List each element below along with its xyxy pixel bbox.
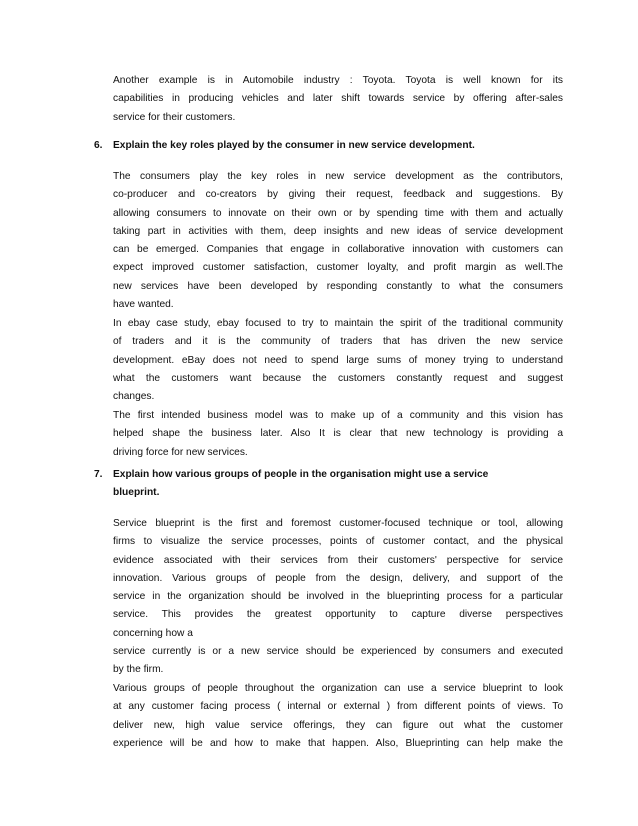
question-number: 7. (94, 469, 103, 480)
heading-line: blueprint. (113, 487, 160, 499)
text-line: can be emerged. Companies that engage in collaborative innovation with customers can (113, 244, 563, 256)
paragraph-toyota-example (113, 72, 563, 127)
text-line: Service blueprint is the first and foremost customer-focused technique or tool, allowing (113, 518, 563, 529)
text-line: Various groups of people throughout the organization can use a service blueprint to look (113, 683, 563, 694)
text-line: allowing consumers to innovate on their own or by spending time with them and actually (113, 207, 563, 219)
paragraph-service-blueprint-definition (113, 515, 563, 680)
paragraph-ebay-case-study (113, 315, 563, 406)
text-line: The consumers play the key roles in new service development as the contributors, (113, 171, 563, 182)
text-line: innovation. Various groups of people from the design, delivery, and support of the (113, 572, 563, 584)
text-line: concerning how a (113, 627, 193, 639)
text-line: new services have been developed by responding constantly to what the consumers (113, 280, 563, 292)
heading-line: Explain how various groups of people in the organisation might use a service (113, 469, 489, 480)
text-line: driving force for new services. (113, 446, 248, 458)
text-line: firms to visualize the service processes, points of customer contact, and the physical (113, 536, 563, 548)
text-line: development. eBay does not need to spend large sums of money trying to understand (113, 354, 563, 366)
question-number: 6. (94, 140, 103, 151)
text-line: service in the organization should be involved in the blueprinting process for a particular (113, 591, 563, 603)
question-text (113, 137, 563, 155)
text-line: The first intended business model was to make up of a community and this vision has (113, 410, 563, 421)
text-line: have wanted. (113, 299, 174, 311)
question-text (113, 466, 563, 503)
paragraph-consumer-roles (113, 168, 563, 314)
text-line: In ebay case study, ebay focused to try to maintain the spirit of the traditional community (113, 318, 563, 329)
heading-line: Explain the key roles played by the consumer in new service development. (113, 140, 475, 151)
text-line: co-producer and co-creators by giving their request, feedback and suggestions. By (113, 189, 563, 201)
text-line: of traders and it is the community of traders that has driven the new service (113, 336, 563, 348)
text-line: taking part in activities with them, deep insights and new ideas of service development (113, 225, 563, 237)
text-line: capabilities in producing vehicles and later shift towards service by offering after-sales (113, 93, 563, 105)
paragraph-blueprint-usage (113, 680, 563, 753)
text-line: at any customer facing process ( internal or external ) from different points of views. To (113, 701, 563, 713)
text-line: experience will be and how to make that happen. Also, Blueprinting can help make the (113, 737, 563, 749)
text-line: service for their customers. (113, 111, 236, 123)
text-line: Another example is in Automobile industry : Toyota. Toyota is well known for its (113, 75, 563, 86)
text-line: changes. (113, 391, 155, 403)
text-line: by the firm. (113, 664, 164, 676)
text-line: deliver new, high value service offerings, they can figure out what the customer (113, 719, 563, 731)
text-line: service. This provides the greatest opportunity to capture diverse perspectives (113, 609, 563, 621)
text-line: expect improved customer satisfaction, customer loyalty, and profit margin as well.The (113, 262, 563, 274)
text-line: service currently is or a new service should be experienced by consumers and executed (113, 646, 563, 658)
text-line: helped shape the business later. Also It is clear that new technology is providing a (113, 428, 563, 440)
text-line: evidence associated with their services from their customers' perspective for service (113, 554, 563, 566)
paragraph-business-model (113, 407, 563, 462)
text-line: what the customers want because the customers constantly request and suggest (113, 372, 563, 384)
